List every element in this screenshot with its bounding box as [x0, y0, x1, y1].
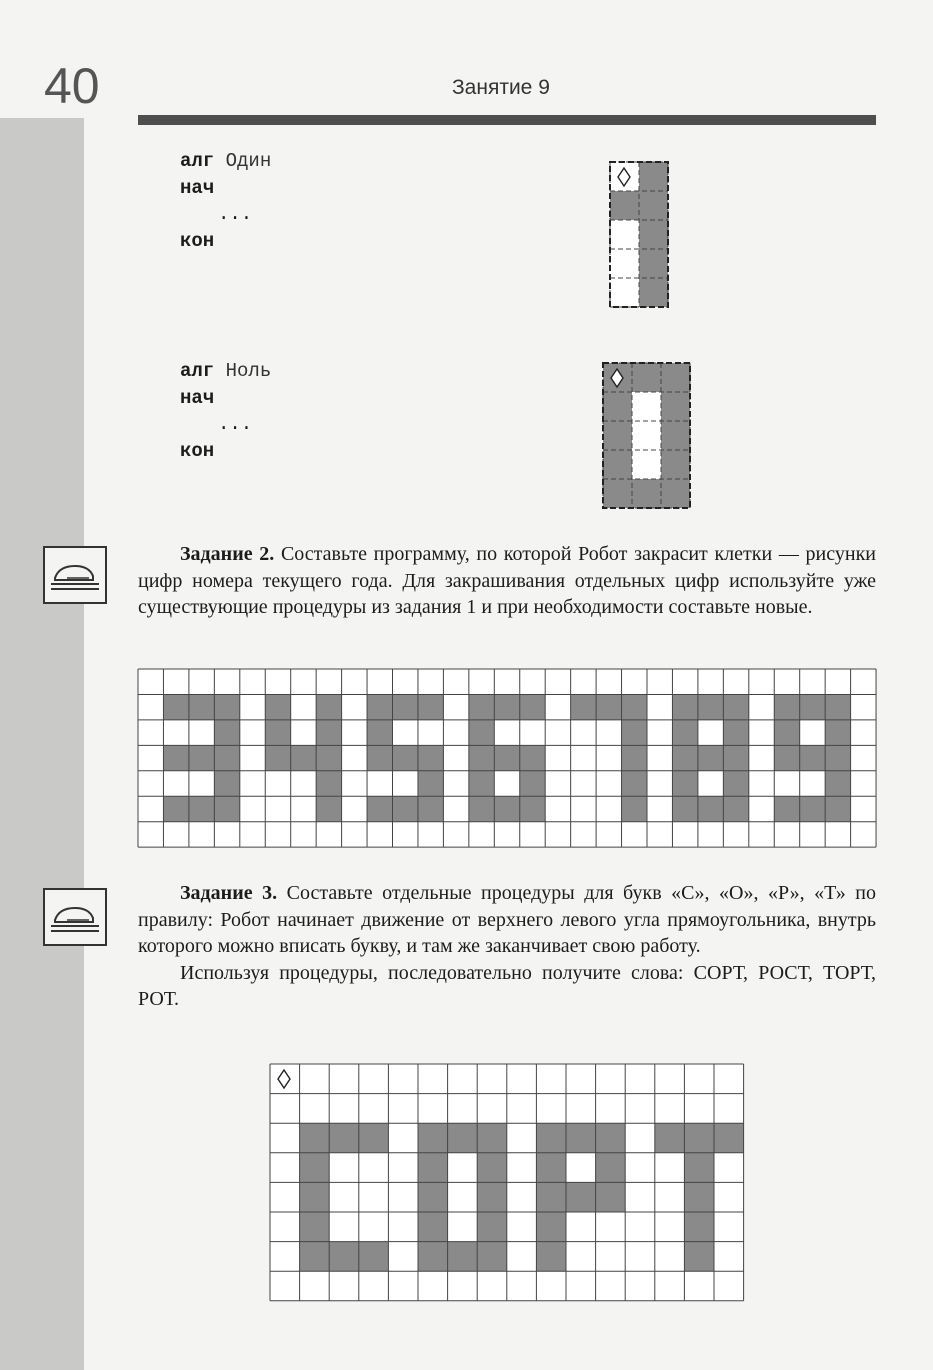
filled-cell — [316, 771, 341, 796]
task-3-text: Составьте отдельные процедуры для букв «С», «О», «Р», «Т» по правилу: Робот начинает движение от верхнего левого угла прямоугольника, внутрь которого можно вписать букву, и там же заканчивает свою работу. — [138, 882, 877, 957]
task-2-text: Составьте программу, по которой Робот закрасит клетки — рисунки цифр номера текущего года. Для закрашивания отдельных цифр используйте уже существующие процедуры из задания 1 и при необходимости составьте новые. — [138, 543, 876, 618]
task-3-text-2: Используя процедуры, последовательно получите слова: СОРТ, РОСТ, ТОРТ, РОТ. — [138, 961, 876, 1010]
filled-cell — [622, 796, 647, 821]
filled-cell — [800, 745, 825, 770]
filled-cell — [723, 694, 748, 719]
filled-cell — [610, 191, 639, 220]
filled-cell — [774, 745, 799, 770]
filled-cell — [189, 694, 214, 719]
filled-cell — [418, 694, 443, 719]
filled-cell — [639, 220, 668, 249]
filled-cell — [418, 1242, 448, 1272]
filled-cell — [477, 1242, 507, 1272]
filled-cell — [672, 694, 697, 719]
filled-cell — [661, 421, 690, 450]
filled-cell — [632, 363, 661, 392]
filled-cell — [596, 1182, 626, 1212]
keyword-begin: нач — [180, 176, 215, 199]
filled-cell — [265, 694, 290, 719]
filled-cell — [661, 450, 690, 479]
task-3-label: Задание 3. — [180, 882, 278, 904]
filled-cell — [714, 1123, 744, 1153]
filled-cell — [698, 745, 723, 770]
filled-cell — [825, 745, 850, 770]
filled-cell — [622, 771, 647, 796]
keyboard-mouse-icon — [43, 546, 107, 604]
filled-cell — [214, 745, 239, 770]
filled-cell — [300, 1123, 330, 1153]
filled-cell — [825, 771, 850, 796]
filled-cell — [571, 694, 596, 719]
filled-cell — [393, 745, 418, 770]
filled-cell — [520, 694, 545, 719]
filled-cell — [393, 796, 418, 821]
filled-cell — [520, 796, 545, 821]
filled-cell — [596, 1123, 626, 1153]
keyword-alg: алг — [180, 150, 215, 172]
filled-cell — [684, 1212, 714, 1242]
filled-cell — [622, 745, 647, 770]
filled-cell — [536, 1182, 566, 1212]
filled-cell — [163, 694, 188, 719]
filled-cell — [723, 796, 748, 821]
filled-cell — [418, 1123, 448, 1153]
filled-cell — [622, 694, 647, 719]
filled-cell — [800, 796, 825, 821]
algorithm-zero — [180, 358, 271, 464]
filled-cell — [698, 694, 723, 719]
filled-cell — [536, 1123, 566, 1153]
filled-cell — [672, 796, 697, 821]
filled-cell — [603, 421, 632, 450]
filled-cell — [774, 796, 799, 821]
filled-cell — [367, 694, 392, 719]
filled-cell — [672, 771, 697, 796]
filled-cell — [418, 796, 443, 821]
filled-cell — [265, 745, 290, 770]
filled-cell — [672, 745, 697, 770]
filled-cell — [448, 1242, 478, 1272]
filled-cell — [477, 1123, 507, 1153]
filled-cell — [300, 1242, 330, 1272]
filled-cell — [661, 479, 690, 508]
filled-cell — [316, 694, 341, 719]
algorithm-name: Ноль — [225, 360, 272, 382]
filled-cell — [494, 745, 519, 770]
keyword-begin: нач — [180, 386, 215, 409]
filled-cell — [469, 745, 494, 770]
filled-cell — [494, 694, 519, 719]
filled-cell — [367, 720, 392, 745]
filled-cell — [469, 771, 494, 796]
filled-cell — [494, 796, 519, 821]
filled-cell — [163, 796, 188, 821]
filled-cell — [603, 479, 632, 508]
filled-cell — [684, 1153, 714, 1183]
algorithm-body: ... — [218, 203, 253, 225]
filled-cell — [684, 1182, 714, 1212]
filled-cell — [469, 694, 494, 719]
filled-cell — [536, 1153, 566, 1183]
filled-cell — [189, 796, 214, 821]
filled-cell — [469, 796, 494, 821]
filled-cell — [632, 479, 661, 508]
filled-cell — [448, 1123, 478, 1153]
filled-cell — [329, 1242, 359, 1272]
filled-cell — [359, 1242, 389, 1272]
digit-one-figure — [610, 162, 678, 312]
filled-cell — [393, 694, 418, 719]
filled-cell — [359, 1123, 389, 1153]
keyword-end: кон — [180, 439, 215, 462]
filled-cell — [520, 745, 545, 770]
filled-cell — [639, 278, 668, 307]
algorithm-name: Один — [225, 150, 272, 172]
filled-cell — [477, 1212, 507, 1242]
task-2-label: Задание 2. — [180, 543, 275, 565]
filled-cell — [639, 191, 668, 220]
filled-cell — [520, 771, 545, 796]
task-3-paragraph — [138, 880, 876, 1013]
filled-cell — [418, 1212, 448, 1242]
filled-cell — [214, 720, 239, 745]
filled-cell — [418, 1153, 448, 1183]
filled-cell — [300, 1212, 330, 1242]
filled-cell — [566, 1123, 596, 1153]
filled-cell — [596, 694, 621, 719]
filled-cell — [639, 249, 668, 278]
filled-cell — [566, 1182, 596, 1212]
filled-cell — [291, 745, 316, 770]
filled-cell — [672, 720, 697, 745]
filled-cell — [661, 363, 690, 392]
filled-cell — [329, 1123, 359, 1153]
filled-cell — [825, 720, 850, 745]
filled-cell — [622, 720, 647, 745]
filled-cell — [477, 1182, 507, 1212]
filled-cell — [774, 720, 799, 745]
filled-cell — [316, 745, 341, 770]
header-rule — [138, 115, 876, 125]
filled-cell — [800, 694, 825, 719]
keyword-end: кон — [180, 229, 215, 252]
filled-cell — [723, 720, 748, 745]
algorithm-body: ... — [218, 413, 253, 435]
filled-cell — [163, 745, 188, 770]
filled-cell — [214, 771, 239, 796]
filled-cell — [300, 1153, 330, 1183]
task-2-paragraph — [138, 541, 876, 621]
page-number: 40 — [44, 58, 100, 114]
digits-grid — [138, 669, 876, 847]
filled-cell — [418, 771, 443, 796]
digit-zero-figure — [603, 363, 698, 513]
filled-cell — [367, 745, 392, 770]
filled-cell — [596, 1153, 626, 1183]
filled-cell — [265, 720, 290, 745]
filled-cell — [214, 796, 239, 821]
section-title: Занятие 9 — [452, 76, 550, 99]
filled-cell — [723, 771, 748, 796]
filled-cell — [723, 745, 748, 770]
filled-cell — [367, 796, 392, 821]
filled-cell — [774, 694, 799, 719]
page-margin-band — [0, 118, 84, 1370]
filled-cell — [603, 392, 632, 421]
filled-cell — [639, 162, 668, 191]
filled-cell — [603, 450, 632, 479]
algorithm-one — [180, 148, 271, 254]
keyboard-mouse-icon — [43, 888, 107, 946]
filled-cell — [536, 1212, 566, 1242]
filled-cell — [825, 694, 850, 719]
filled-cell — [536, 1242, 566, 1272]
filled-cell — [418, 745, 443, 770]
filled-cell — [825, 796, 850, 821]
filled-cell — [316, 720, 341, 745]
filled-cell — [469, 720, 494, 745]
filled-cell — [316, 796, 341, 821]
filled-cell — [684, 1123, 714, 1153]
filled-cell — [477, 1153, 507, 1183]
filled-cell — [214, 694, 239, 719]
keyword-alg: алг — [180, 360, 215, 382]
filled-cell — [661, 392, 690, 421]
filled-cell — [698, 796, 723, 821]
word-grid — [270, 1064, 744, 1300]
filled-cell — [418, 1182, 448, 1212]
filled-cell — [684, 1242, 714, 1272]
filled-cell — [189, 745, 214, 770]
filled-cell — [655, 1123, 685, 1153]
filled-cell — [300, 1182, 330, 1212]
